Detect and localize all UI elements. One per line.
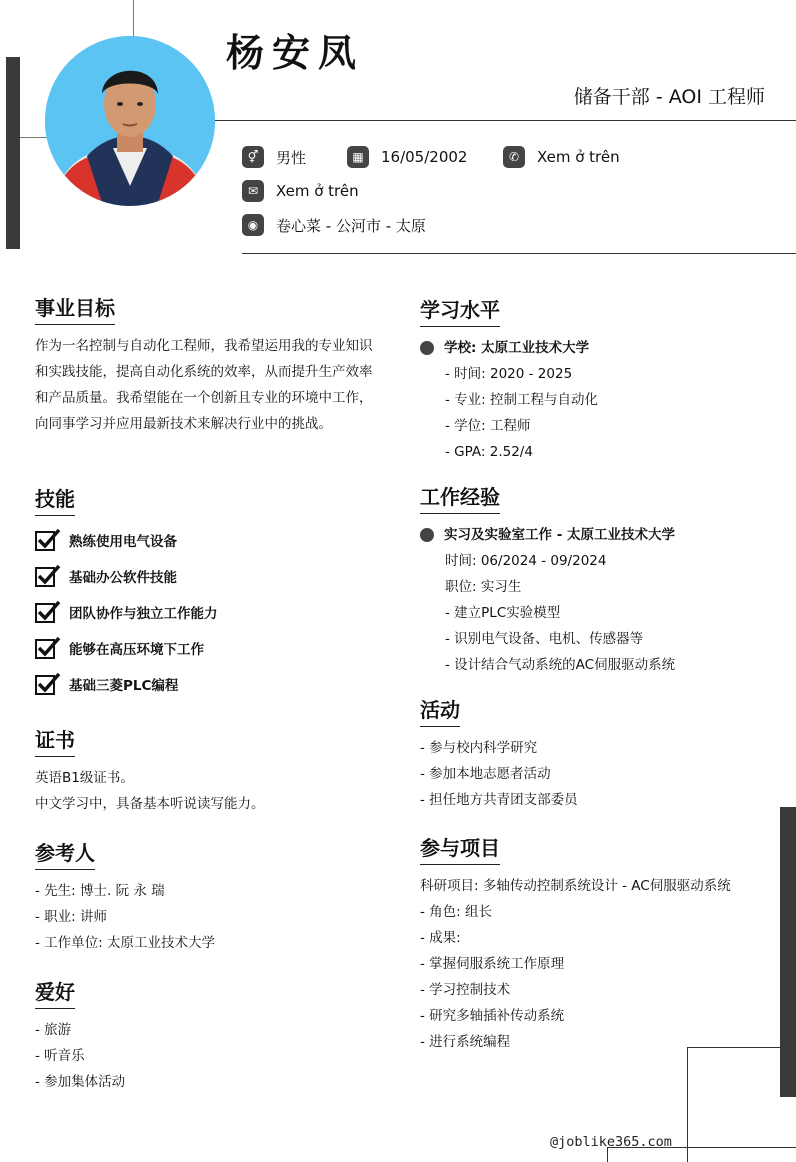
section-hobbies	[35, 976, 385, 1095]
contact-birthday	[347, 146, 467, 168]
project-item: - 掌握伺服系统工作原理	[420, 956, 565, 972]
bullet-icon	[420, 341, 434, 355]
section-certificates	[35, 724, 385, 817]
activity-item: - 参加本地志愿者活动	[420, 766, 551, 782]
reference-item: - 工作单位: 太原工业技术大学	[35, 935, 216, 951]
divider-line	[133, 0, 134, 36]
skill-label: 基础三菱PLC编程	[69, 678, 179, 694]
gender-value: 男性	[276, 148, 307, 167]
bullet-icon	[420, 528, 434, 542]
divider-line	[242, 253, 796, 254]
divider-line	[215, 120, 796, 121]
gender-icon: ⚥	[242, 146, 264, 168]
project-item: - 研究多轴插补传动系统	[420, 1008, 565, 1024]
email-icon: ✉	[242, 180, 264, 202]
experience-detail: - 识别电气设备、电机、传感器等	[445, 631, 644, 647]
left-accent-bar	[6, 57, 20, 249]
section-title: 技能	[35, 483, 75, 516]
reference-item: - 先生: 博士. 阮 永 瑞	[35, 883, 165, 899]
experience-detail: - 建立PLC实验模型	[445, 605, 561, 621]
education-detail: - GPA: 2.52/4	[445, 444, 533, 460]
section-title: 活动	[420, 694, 460, 727]
section-title: 事业目标	[35, 292, 115, 325]
skill-item	[35, 594, 385, 630]
experience-detail: 时间: 06/2024 - 09/2024	[445, 553, 607, 569]
skill-item	[35, 522, 385, 558]
section-activities	[420, 694, 770, 813]
checkbox-icon	[35, 564, 61, 588]
skill-label: 基础办公软件技能	[69, 570, 177, 586]
checkbox-icon	[35, 672, 61, 696]
skill-label: 熟练使用电气设备	[69, 534, 177, 550]
education-detail: - 学位: 工程师	[445, 418, 531, 434]
project-item: - 角色: 组长	[420, 904, 493, 920]
corner-line	[687, 1047, 780, 1048]
contact-phone	[503, 146, 620, 168]
section-title: 爱好	[35, 976, 75, 1009]
checkbox-icon	[35, 600, 61, 624]
divider-line	[20, 137, 48, 138]
project-item: 科研项目: 多轴传动控制系统设计 - AC伺服驱动系统	[420, 878, 731, 894]
candidate-name: 杨安凤	[226, 31, 365, 75]
email-value: Xem ở trên	[276, 182, 359, 200]
job-name: 实习及实验室工作 - 太原工业技术大学	[444, 527, 676, 543]
project-item: - 学习控制技术	[420, 982, 511, 998]
job-title: 储备干部 - AOI 工程师	[573, 86, 765, 108]
school-name: 学校: 太原工业技术大学	[444, 340, 590, 356]
contact-address	[242, 214, 426, 236]
section-title: 工作经验	[420, 481, 500, 514]
experience-detail: - 设计结合气动系统的AC伺服驱动系统	[445, 657, 676, 673]
checkbox-icon	[35, 636, 61, 660]
hobby-item: - 参加集体活动	[35, 1074, 126, 1090]
section-skills	[35, 483, 385, 702]
avatar-photo	[45, 36, 215, 206]
phone-icon: ✆	[503, 146, 525, 168]
certificate-item: 英语B1级证书。	[35, 770, 134, 786]
section-references	[35, 837, 385, 956]
checkbox-icon	[35, 528, 61, 552]
skill-item	[35, 630, 385, 666]
activity-item: - 参与校内科学研究	[420, 740, 538, 756]
section-title: 证书	[35, 724, 75, 757]
skill-label: 能够在高压环境下工作	[69, 642, 204, 658]
education-school	[420, 335, 770, 361]
certificate-item: 中文学习中，具备基本听说读写能力。	[35, 796, 265, 812]
corner-line	[687, 1047, 688, 1162]
calendar-icon: ▦	[347, 146, 369, 168]
hobby-item: - 听音乐	[35, 1048, 85, 1064]
right-accent-bar	[780, 807, 796, 1097]
objective-text: 作为一名控制与自动化工程师，我希望运用我的专业知识和实践技能，提高自动化系统的效率，从而提升生产效率和产品质量。我希望能在一个创新且专业的环境中工作，向同事学习并应用最新技术来解决行业中的挑战。	[35, 338, 373, 432]
activity-item: - 担任地方共青团支部委员	[420, 792, 578, 808]
contact-email	[242, 180, 359, 202]
watermark-text: @joblike365.com	[550, 1134, 672, 1150]
education-detail: - 专业: 控制工程与自动化	[445, 392, 599, 408]
section-objective	[35, 292, 385, 437]
birthday-value: 16/05/2002	[381, 148, 468, 166]
avatar	[45, 36, 215, 206]
hobby-item: - 旅游	[35, 1022, 72, 1038]
contact-gender	[242, 146, 306, 168]
section-education	[420, 294, 770, 465]
project-item: - 进行系统编程	[420, 1034, 511, 1050]
section-title: 参与项目	[420, 832, 500, 865]
skill-item	[35, 558, 385, 594]
address-value: 卷心菜 - 公河市 - 太原	[276, 216, 426, 235]
experience-job	[420, 522, 770, 548]
project-item: - 成果:	[420, 930, 461, 946]
experience-detail: 职位: 实习生	[445, 579, 522, 595]
education-detail: - 时间: 2020 - 2025	[445, 366, 573, 382]
phone-value: Xem ở trên	[537, 148, 620, 166]
section-experience	[420, 481, 770, 678]
section-title: 参考人	[35, 837, 95, 870]
skill-label: 团队协作与独立工作能力	[69, 606, 218, 622]
skill-item	[35, 666, 385, 702]
location-icon: ◉	[242, 214, 264, 236]
reference-item: - 职业: 讲师	[35, 909, 108, 925]
section-title: 学习水平	[420, 294, 500, 327]
section-projects	[420, 832, 770, 1055]
